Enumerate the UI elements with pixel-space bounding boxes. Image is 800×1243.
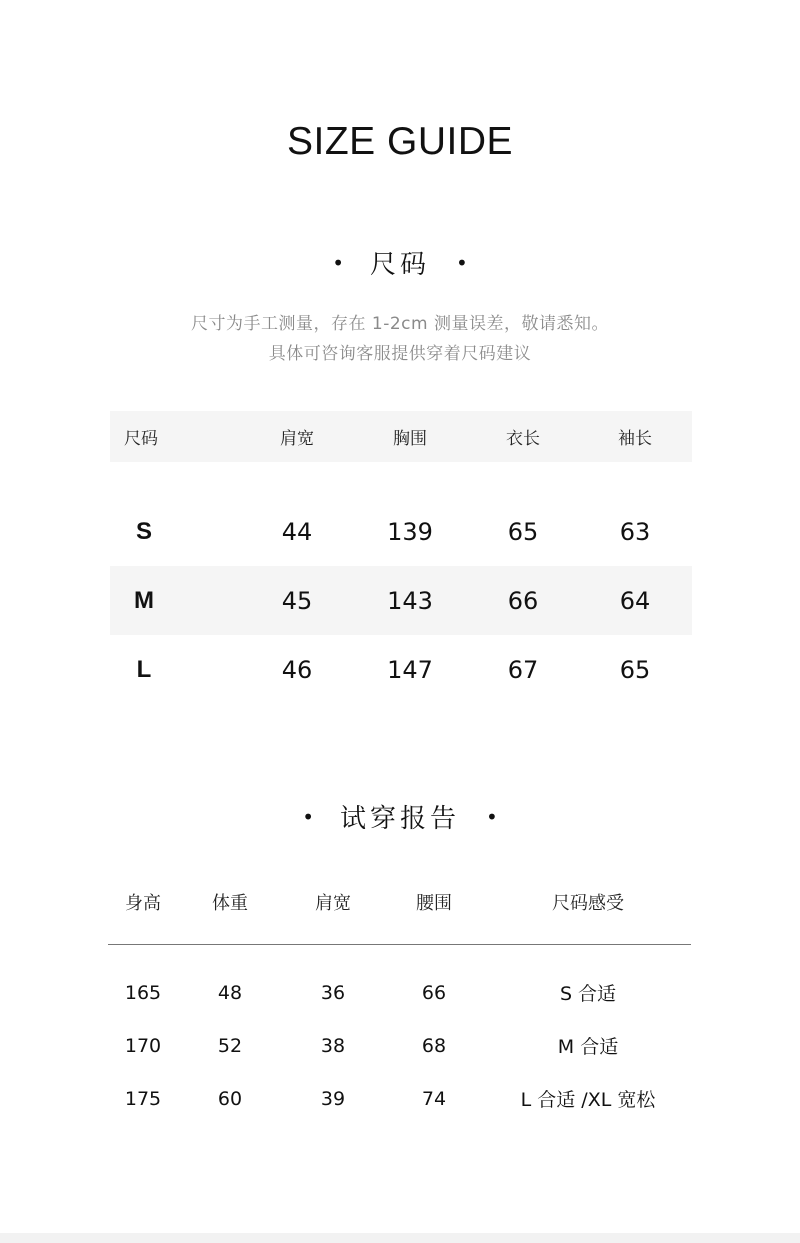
try-on-section-heading [0,798,800,835]
try-on-table-body [108,966,691,1125]
table-cell: 46 [281,655,313,684]
table-cell: 66 [421,981,447,1004]
table-cell: 39 [320,1087,346,1110]
column-header: 尺码 [124,429,158,449]
column-header: 体重 [212,893,248,914]
table-cell: 48 [217,981,243,1004]
table-cell: 45 [281,586,313,615]
table-cell: 52 [217,1034,243,1057]
table-cell: 44 [281,517,313,546]
column-header: 衣长 [506,429,540,449]
table-cell: 64 [619,586,651,615]
column-header: 腰围 [416,893,452,914]
size-section-heading [0,244,800,281]
bullet-dot-icon: • [456,250,468,275]
consult-note: 具体可咨询客服提供穿着尺码建议 [268,344,532,364]
try-on-heading-text: 试穿报告 [339,804,460,834]
column-header: 尺码感受 [552,893,624,914]
table-row [108,1072,691,1125]
bullet-dot-icon: • [332,250,344,275]
size-table-header [110,411,692,462]
size-label: M [134,586,154,614]
size-table [110,411,692,704]
page-title: SIZE GUIDE [286,120,514,163]
column-header: 胸围 [393,429,427,449]
size-heading-text: 尺码 [369,250,430,280]
table-cell: 74 [421,1087,447,1110]
table-row [108,1019,691,1072]
table-row [108,966,691,1019]
column-header: 肩宽 [315,893,351,914]
table-cell: 139 [387,517,433,546]
table-cell: 67 [507,655,539,684]
table-cell: 165 [124,981,162,1004]
try-on-table [108,880,691,1125]
table-cell: 175 [124,1087,162,1110]
column-header: 身高 [125,893,161,914]
table-cell: 60 [217,1087,243,1110]
table-cell: 170 [124,1034,162,1057]
try-on-table-header [108,880,691,924]
table-row [110,497,692,566]
bullet-dot-icon: • [486,804,498,829]
bullet-dot-icon: • [302,804,314,829]
table-cell: 147 [387,655,433,684]
size-label: L [136,655,152,683]
table-cell: L 合适 /XL 宽松 [520,1089,656,1111]
table-cell: 143 [387,586,433,615]
table-cell: 65 [619,655,651,684]
header-divider [108,944,691,945]
table-cell: 65 [507,517,539,546]
table-row [110,635,692,704]
table-row [110,566,692,635]
size-label: S [135,517,152,545]
table-cell: 63 [619,517,651,546]
table-cell: 36 [320,981,346,1004]
column-header: 袖长 [618,429,652,449]
table-cell: 38 [320,1034,346,1057]
table-cell: M 合适 [557,1036,619,1058]
column-header: 肩宽 [280,429,314,449]
table-cell: S 合适 [559,983,617,1005]
table-cell: 68 [421,1034,447,1057]
table-cell: 66 [507,586,539,615]
measurement-note: 尺寸为手工测量，存在 1-2cm 测量误差，敬请悉知。 [191,314,609,334]
bottom-band [0,1233,800,1243]
